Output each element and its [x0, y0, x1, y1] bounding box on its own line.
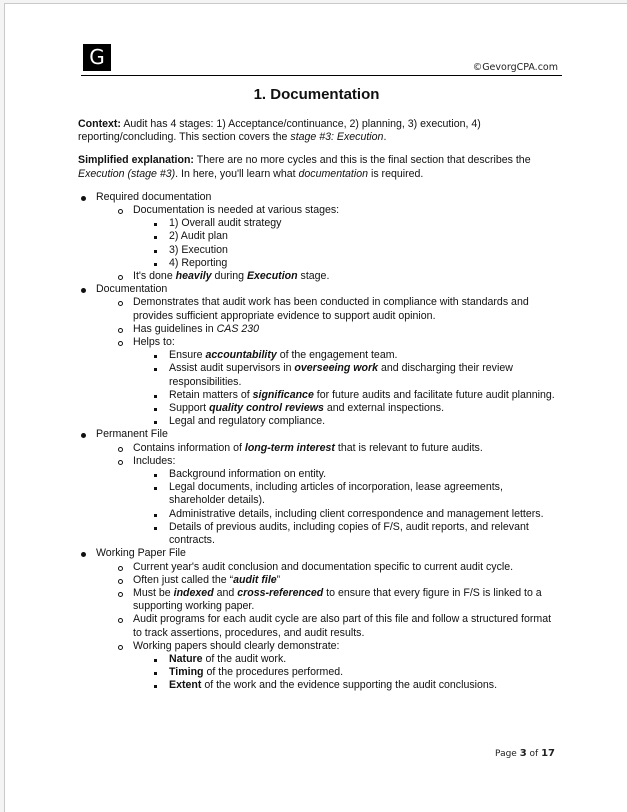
page-number: Page 3 of 17 — [495, 748, 555, 759]
list-item: Legal documents, including articles of incorporation, lease agreements, shareholder details). — [133, 481, 558, 507]
list-item: Working papers should clearly demonstrate: Nature of the audit work. Timing of the procedures performed. Extent of the work and the evidence supporting the audit conclusions. — [96, 640, 558, 693]
list-item: Assist audit supervisors in overseeing work and discharging their review responsibilities. — [133, 362, 558, 388]
section-required: Required documentation Documentation is needed at various stages: 1) Overall audit strategy 2) Audit plan 3) Execution 4) Reporting It's done heavily during Execution stage. — [78, 191, 558, 283]
list-item: Ensure accountability of the engagement team. — [133, 349, 558, 362]
list-item: Retain matters of significance for future audits and facilitate future audit planning. — [133, 389, 558, 402]
page-title: 1. Documentation — [253, 86, 380, 103]
section-working-paper-file: Working Paper File Current year's audit conclusion and documentation specific to current audit cycle. Often just called the “audit file” Must be indexed and cross-referenced to ensure that every figure in F/S is linked to a supporting working paper. Audit programs for each audit cycle are also part of this file and follow a structured format to track assertions, procedures, and audit results. Working papers should clearly demonstrate: Nature of the audit work. Timing of the procedures performed. Extent of the work and the evidence supporting the audit conclusions. — [78, 547, 558, 692]
list-item: 2) Audit plan — [133, 230, 558, 243]
simplified-paragraph: Simplified explanation: There are no more cycles and this is the final section that describes the Execution (stage #3). In here, you'll learn what documentation is required. — [78, 154, 531, 180]
main-bullet-list — [78, 191, 558, 693]
section-permanent-file: Permanent File Contains information of long-term interest that is relevant to future audits. Includes: Background information on entity. Legal documents, including articles of incorporation, lease agreements, shareholder details). Administrative details, including client correspondence and management letters. Details of previous audits, including copies of F/S, audit reports, and relevant contracts. — [78, 428, 558, 547]
list-item: Support quality control reviews and external inspections. — [133, 402, 558, 415]
list-item: Documentation is needed at various stages: 1) Overall audit strategy 2) Audit plan 3) Execution 4) Reporting — [96, 204, 558, 270]
site-credit: ©GevorgCPA.com — [472, 62, 558, 73]
list-item: Background information on entity. — [133, 468, 558, 481]
list-item: Extent of the work and the evidence supporting the audit conclusions. — [133, 679, 558, 692]
list-item: Must be indexed and cross-referenced to ensure that every figure in F/S is linked to a supporting working paper. — [96, 587, 558, 613]
list-item: Has guidelines in CAS 230 — [96, 323, 558, 336]
list-item: Timing of the procedures performed. — [133, 666, 558, 679]
list-item: It's done heavily during Execution stage. — [96, 270, 558, 283]
list-item: 1) Overall audit strategy — [133, 217, 558, 230]
section-documentation: Documentation Demonstrates that audit work has been conducted in compliance with standards and provides sufficient appropriate evidence to support audit opinion. Has guidelines in CAS 230 Helps to: Ensure accountability of the engagement team. Assist audit supervisors in overseeing work and discharging their review responsibilities. Retain matters of significance for future audits and facilitate future audit planning. Support quality control reviews and external inspections. Legal and regulatory compliance. — [78, 283, 558, 428]
context-paragraph: Context: Audit has 4 stages: 1) Acceptance/continuance, 2) planning, 3) execution, 4) reporting/concluding. This section covers the stage #3: Execution. — [78, 118, 481, 144]
list-item: Contains information of long-term interest that is relevant to future audits. — [96, 442, 558, 455]
list-item: Legal and regulatory compliance. — [133, 415, 558, 428]
list-item: Includes: Background information on entity. Legal documents, including articles of incorporation, lease agreements, shareholder details). Administrative details, including client correspondence and management letters. Details of previous audits, including copies of F/S, audit reports, and relevant contracts. — [96, 455, 558, 547]
header-rule — [81, 75, 562, 76]
list-item: Current year's audit conclusion and documentation specific to current audit cycle. — [96, 561, 558, 574]
list-item: 4) Reporting — [133, 257, 558, 270]
list-item: Demonstrates that audit work has been conducted in compliance with standards and provides sufficient appropriate evidence to support audit opinion. — [96, 296, 558, 322]
list-item: Details of previous audits, including copies of F/S, audit reports, and relevant contracts. — [133, 521, 558, 547]
list-item: 3) Execution — [133, 244, 558, 257]
list-item: Administrative details, including client correspondence and management letters. — [133, 508, 558, 521]
list-item: Helps to: Ensure accountability of the engagement team. Assist audit supervisors in overseeing work and discharging their review responsibilities. Retain matters of significance for future audits and facilitate future audit planning. Support quality control reviews and external inspections. Legal and regulatory compliance. — [96, 336, 558, 428]
list-item: Nature of the audit work. — [133, 653, 558, 666]
logo-g-icon: G — [83, 44, 111, 71]
document-body — [78, 118, 558, 693]
list-item: Often just called the “audit file” — [96, 574, 558, 587]
list-item: Audit programs for each audit cycle are also part of this file and follow a structured format to track assertions, procedures, and audit results. — [96, 613, 558, 639]
